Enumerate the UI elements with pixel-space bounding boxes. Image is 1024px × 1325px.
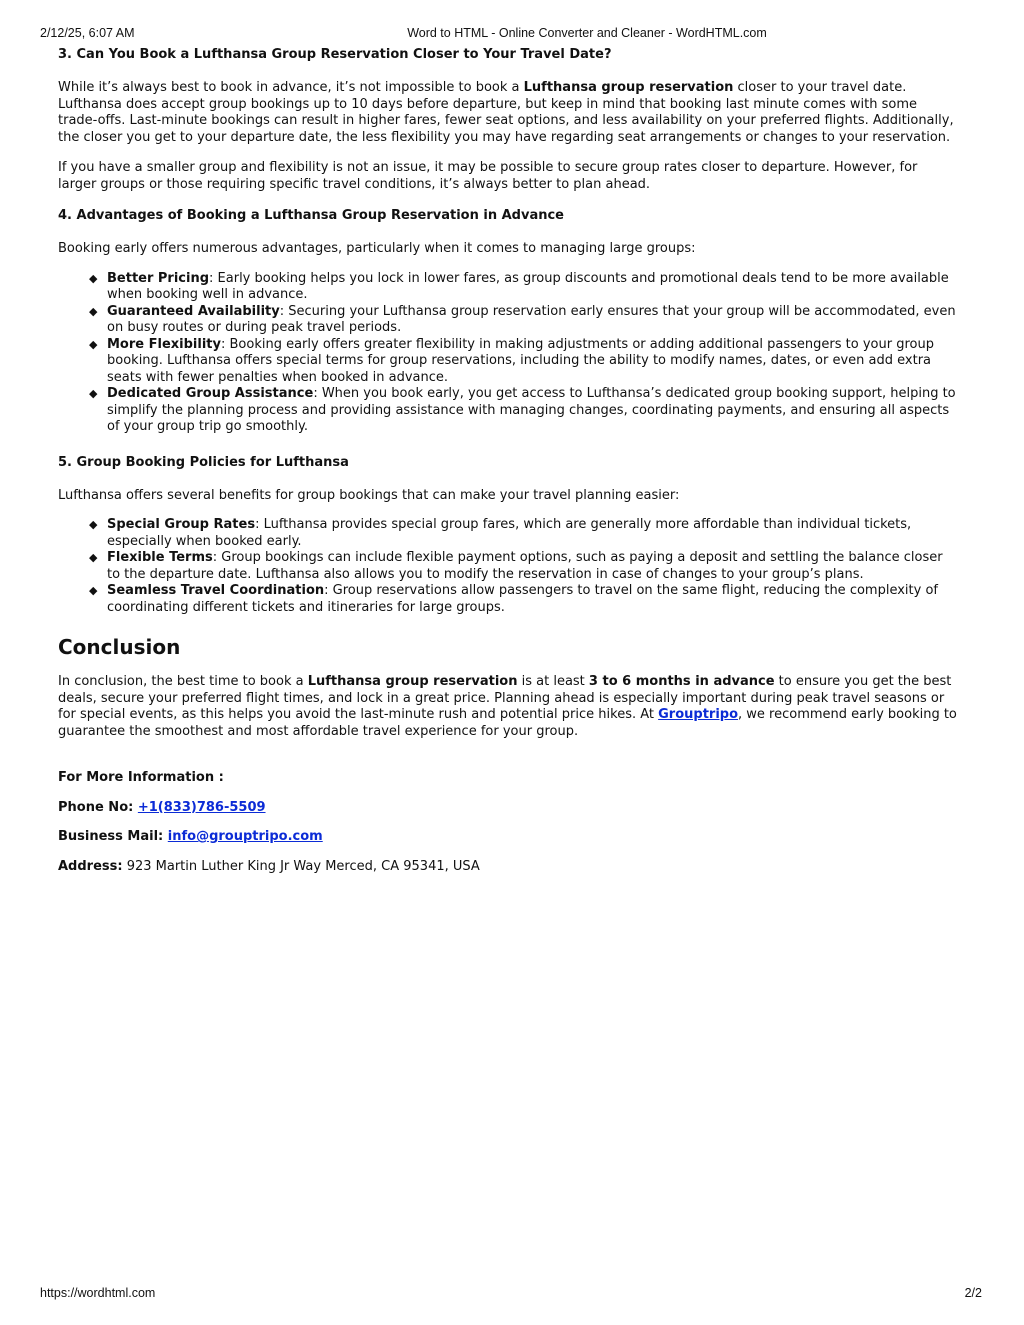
bullet-icon: ◆	[89, 337, 98, 351]
grouptripo-link[interactable]: Grouptripo	[658, 707, 739, 722]
bullet-icon: ◆	[89, 551, 98, 564]
print-datetime: 2/12/25, 6:07 AM	[40, 26, 135, 40]
section5-intro: Lufthansa offers several benefits for group bookings that can make your travel planning easier:	[58, 487, 680, 503]
bullet-icon: ◆	[89, 271, 98, 285]
list-item: ◆ Guaranteed Availability: Securing your Lufthansa group reservation early ensures that your group will be accommodated, even on busy routes or during peak travel periods.	[89, 303, 956, 335]
section4-heading: 4. Advantages of Booking a Lufthansa Group Reservation in Advance	[58, 208, 564, 223]
list-item: ◆ More Flexibility: Booking early offers greater flexibility in making adjustments or adding additional passengers to your group booking. Lufthansa offers special terms for group reservations, including the ability to modify names, dates, or even add extra seats with fewer penalties when booked in advance.	[89, 336, 934, 385]
bullet-icon: ◆	[89, 518, 98, 531]
document-body	[58, 46, 958, 875]
section3-paragraph-1: While it’s always best to book in advance, it’s not impossible to book a Lufthansa group reservation closer to your travel date. Lufthansa does accept group bookings up to 10 days before departure, but keep in mind that booking last minute comes with some trade-offs. Last-minute bookings can result in higher fares, fewer seat options, and less availability on your preferred flights. Additionally, the closer you get to your departure date, the less flexibility you may have regarding seat arrangements or changes to your reservation.	[58, 80, 954, 145]
bullet-icon: ◆	[89, 387, 98, 400]
bullet-icon: ◆	[89, 304, 98, 318]
section3-paragraph-2: If you have a smaller group and flexibility is not an issue, it may be possible to secure group rates closer to departure. However, for larger groups or those requiring specific travel conditions, it’s always better to plan ahead.	[58, 160, 918, 192]
section4-list	[58, 271, 958, 436]
list-item: ◆ Flexible Terms: Group bookings can include flexible payment options, such as paying a deposit and settling the balance closer to the departure date. Lufthansa also allows you to modify the reservation in case of changes to your group’s plans.	[89, 550, 943, 582]
phone-line: Phone No: +1(833)786-5509	[58, 799, 266, 815]
section5-list	[58, 517, 958, 616]
bullet-icon: ◆	[89, 584, 98, 597]
conclusion-paragraph: In conclusion, the best time to book a Lufthansa group reservation is at least 3 to 6 months in advance to ensure you get the best deals, secure your preferred flight times, and lock in a great price. Planning ahead is especially important during peak travel seasons or for special events, as this helps you avoid the last-minute rush and potential price hikes. At Grouptripo, we recommend early booking to guarantee the smoothest and most affordable travel experience for your group.	[58, 674, 957, 739]
list-item: ◆ Special Group Rates: Lufthansa provides special group fares, which are generally more affordable than individual tickets, especially when booked early.	[89, 517, 912, 549]
phone-link[interactable]: +1(833)786-5509	[137, 799, 266, 815]
email-link[interactable]: info@grouptripo.com	[167, 829, 323, 844]
address-line: Address: 923 Martin Luther King Jr Way Merced, CA 95341, USA	[58, 858, 480, 874]
section4-intro: Booking early offers numerous advantages, particularly when it comes to managing large groups:	[58, 241, 696, 256]
section5-heading: 5. Group Booking Policies for Lufthansa	[58, 454, 349, 470]
print-url: https://wordhtml.com	[40, 1286, 156, 1300]
print-page-title: Word to HTML - Online Converter and Cleaner - WordHTML.com	[407, 26, 767, 40]
conclusion-heading: Conclusion	[58, 635, 181, 659]
mail-line: Business Mail: info@grouptripo.com	[58, 829, 323, 844]
section3-heading: 3. Can You Book a Lufthansa Group Reservation Closer to Your Travel Date?	[58, 47, 612, 62]
more-info-heading: For More Information :	[58, 770, 224, 785]
list-item: ◆ Better Pricing: Early booking helps you lock in lower fares, as group discounts and promotional deals tend to be more available when booking well in advance.	[89, 270, 949, 302]
list-item: ◆ Seamless Travel Coordination: Group reservations allow passengers to travel on the same flight, reducing the complexity of coordinating different tickets and itineraries for large groups.	[89, 583, 938, 615]
list-item: ◆ Dedicated Group Assistance: When you book early, you get access to Lufthansa’s dedicated group booking support, helping to simplify the planning process and providing assistance with managing changes, coordinating payments, and ensuring all aspects of your group trip go smoothly.	[89, 386, 956, 434]
print-page-number: 2/2	[964, 1286, 982, 1300]
